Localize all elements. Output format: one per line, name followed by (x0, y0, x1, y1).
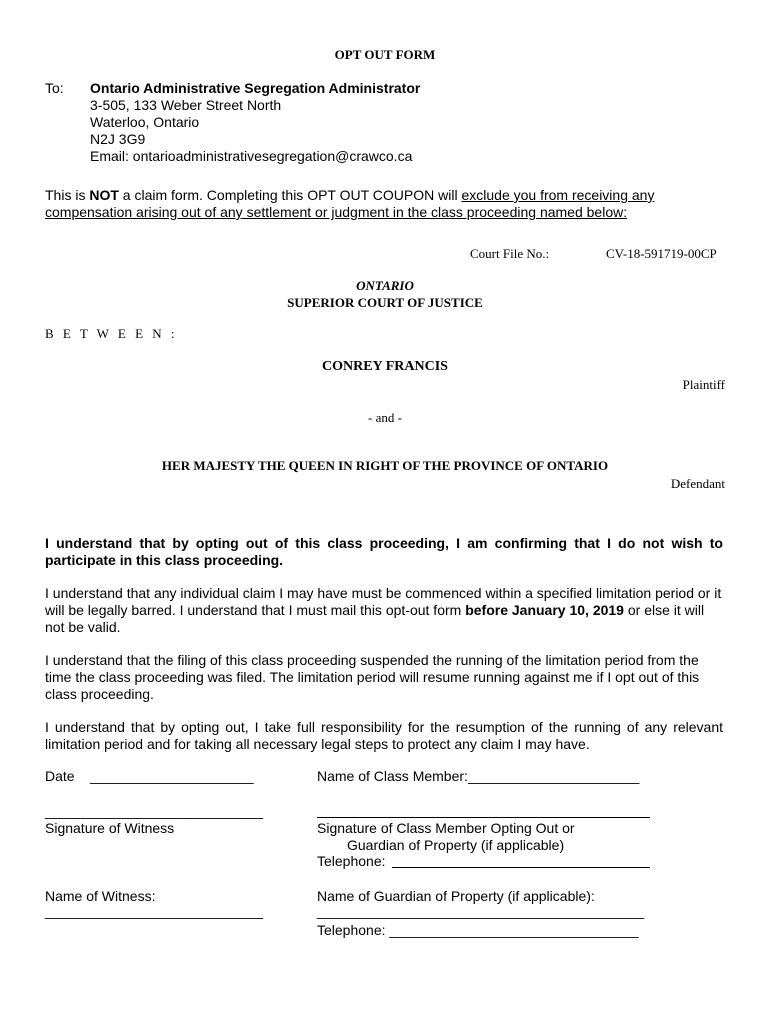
telephone-2-field[interactable]: ________________________________ (389, 922, 639, 938)
witness-name-field[interactable]: ____________________________ (45, 903, 264, 919)
notice-not: NOT (89, 187, 119, 203)
address-line-1: 3-505, 133 Weber Street North (90, 97, 282, 113)
plaintiff-name: CONREY FRANCIS (322, 359, 448, 374)
member-signature-label: Signature of Class Member Opting Out or (317, 820, 575, 836)
witness-name-label: Name of Witness: (45, 888, 156, 904)
notice-exclusion: exclude you from receiving any compensation arising out of any settlement or judgment in the class proceeding named below: (45, 187, 655, 220)
defendant-name: HER MAJESTY THE QUEEN IN RIGHT OF THE PROVINCE OF ONTARIO (161, 458, 609, 473)
telephone-2-label: Telephone: (317, 922, 386, 938)
court-file-label: Court File No.: (470, 246, 550, 261)
class-member-name-field[interactable]: ______________________ (467, 768, 640, 784)
notice-text: This is (45, 187, 90, 203)
telephone-label: Telephone: (317, 853, 386, 869)
recipient-name: Ontario Administrative Segregation Administrator (90, 80, 421, 96)
email-line: Email: ontarioadministrativesegregation@crawco.ca (90, 148, 413, 164)
class-member-label-text: Name of Class Member: (317, 768, 468, 784)
guardian-name-label: Name of Guardian of Property (if applicable): (317, 888, 595, 904)
confirmation-statement: I understand that by opting out of this class proceeding, I am confirming that I do not wish to participate in this class proceeding. (45, 535, 723, 568)
limitation-text-2: or else it will not be valid. (45, 602, 705, 635)
notice-paragraph (45, 187, 735, 221)
telephone-2-row (317, 922, 639, 938)
province-heading: ONTARIO (356, 278, 414, 293)
witness-signature-label: Signature of Witness (45, 820, 175, 836)
address-line-2: Waterloo, Ontario (90, 114, 200, 130)
date-field[interactable]: _____________________ (90, 768, 254, 784)
between-label: B E T W E E N : (45, 326, 178, 341)
address-line-3: N2J 3G9 (90, 131, 146, 147)
guardian-note: Guardian of Property (if applicable) (347, 837, 565, 853)
limitation-paragraph (45, 585, 723, 636)
notice-text-2: a claim form. Completing this OPT OUT COUPON will (118, 187, 462, 203)
court-name: SUPERIOR COURT OF JUSTICE (287, 295, 483, 310)
and-separator: - and - (368, 410, 402, 425)
plaintiff-role: Plaintiff (682, 377, 725, 392)
court-file-number: CV-18-591719-00CP (606, 246, 717, 261)
date-label: Date (45, 768, 75, 784)
class-member-name-label (317, 768, 639, 784)
defendant-role: Defendant (670, 476, 725, 491)
limitation-text: I understand that any individual claim I may have must be commenced within a specified limitation period or it will be legally barred. I understand that I must mail this opt-out form (45, 585, 722, 618)
responsibility-paragraph: I understand that by opting out, I take full responsibility for the resumption of the running of any relevant limitation period and for taking all necessary legal steps to protect any claim I may have. (45, 719, 723, 752)
telephone-field[interactable] (392, 867, 650, 868)
suspension-paragraph: I understand that the filing of this class proceeding suspended the running of the limitation period from the time the class proceeding was filed. The limitation period will resume running against me if I opt out of this class proceeding. (45, 652, 700, 702)
member-signature-line[interactable] (317, 817, 650, 818)
to-label: To: (45, 80, 64, 96)
deadline-text: before January 10, 2019 (465, 602, 624, 618)
witness-signature-field[interactable]: ____________________________ (45, 803, 264, 819)
form-title: OPT OUT FORM (334, 47, 436, 62)
guardian-name-field[interactable]: __________________________________________ (317, 903, 645, 919)
